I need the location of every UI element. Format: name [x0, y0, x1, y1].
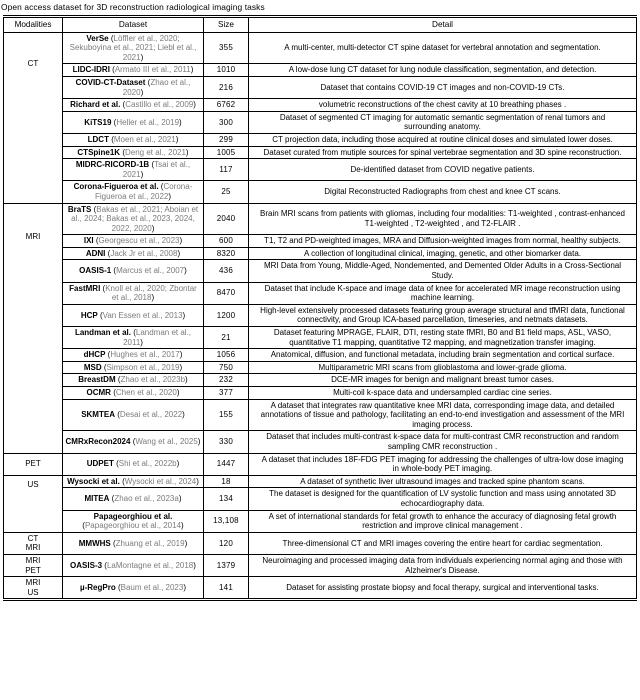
dataset-name: MITEA: [84, 494, 110, 504]
dataset-cell: LIDC-IDRI (Armato III et al., 2011): [63, 64, 204, 77]
dataset-name: VerSe: [86, 33, 109, 43]
size-cell: 300: [204, 111, 249, 133]
modality-label: MRI: [25, 555, 41, 565]
dataset-citation: Moen et al., 2021: [113, 134, 176, 144]
dataset-name: OCMR: [86, 388, 111, 397]
detail-cell: A set of international standards for fetal growth to enhance the accuracy of diagnosing fetal growth restriction and improve clinical management .: [249, 510, 637, 532]
table-row: [4, 488, 637, 510]
header-row: [4, 17, 637, 33]
dataset-citation: Shi et al., 2022b: [118, 459, 177, 469]
dataset-name: KiTS19: [84, 117, 112, 127]
size-cell: 1005: [204, 146, 249, 159]
detail-cell: A dataset that includes 18F-FDG PET imaging for addressing the challenges of ultra-low dose imaging in whole-body PET imaging.: [249, 453, 637, 475]
detail-cell: Dataset featuring MPRAGE, FLAIR, DTI, resting state fMRI, B0 and B1 field maps, ASL, VASO, quantitative T1 mapping, quantitative T2 mapping, and magnetization transfer imaging.: [249, 327, 637, 349]
dataset-citation: Tsai et al., 2021: [122, 160, 191, 179]
detail-cell: MRI Data from Young, Middle-Aged, Nondemented, and Demented Older Adults in a Cross-Sectional Study.: [249, 260, 637, 282]
dataset-citation: Jack Jr et al., 2008: [110, 248, 178, 258]
size-cell: 750: [204, 361, 249, 374]
detail-cell: A collection of longitudinal clinical, imaging, genetic, and other biomarker data.: [249, 247, 637, 260]
table-row: [4, 374, 637, 387]
detail-cell: A dataset that integrates raw quantitative knee MRI data, corresponding image data, and detailed annotations of tissue and pathology, facilitating an end-to-end investigation and assessment of the MRI imaging process.: [249, 399, 637, 431]
size-cell: 299: [204, 133, 249, 146]
dataset-citation: Zhao et al., 2023a: [114, 494, 179, 504]
size-cell: 6762: [204, 99, 249, 112]
modality-label: CT: [27, 533, 39, 543]
dataset-cell: µ-RegPro (Baum et al., 2023): [63, 577, 204, 600]
size-cell: 8470: [204, 282, 249, 304]
dataset-cell: MIDRC-RICORD-1B (Tsai et al., 2021): [63, 159, 204, 181]
modality-label: PET: [25, 565, 41, 575]
size-cell: 1447: [204, 453, 249, 475]
dataset-citation: Corona-Figueroa et al., 2022: [94, 182, 193, 201]
dataset-cell: Landman et al. (Landman et al., 2011): [63, 327, 204, 349]
detail-cell: Dataset that includes multi-contrast k-space data for multi-contrast CMR reconstruction and random sampling CMR reconstruction .: [249, 431, 637, 453]
detail-cell: De-identified dataset from COVID negative patients.: [249, 159, 637, 181]
detail-cell: T1, T2 and PD-weighted images, MRA and Diffusion-weighted images from normal, healthy subjects.: [249, 235, 637, 248]
modality-label: CT: [27, 58, 39, 68]
table-row: [4, 32, 637, 64]
detail-cell: Three-dimensional CT and MRI images covering the entire heart for cardiac segmentation.: [249, 532, 637, 554]
dataset-name: Corona-Figueroa et al.: [73, 182, 159, 192]
dataset-cell: LDCT (Moen et al., 2021): [63, 133, 204, 146]
size-cell: 1056: [204, 349, 249, 362]
detail-cell: Brain MRI scans from patients with gliomas, including four modalities: T1-weighted , contrast-enhanced T1-weighted , T2-weighted , and T2-FLAIR .: [249, 203, 637, 235]
detail-cell: Dataset that include K-space and image data of knee for accelerated MR image reconstruction using machine learning.: [249, 282, 637, 304]
modality-cell: [4, 32, 63, 203]
dataset-name: OASIS-1: [79, 266, 112, 276]
table-header: [4, 17, 637, 33]
column-header-size: Size: [204, 17, 249, 33]
detail-cell: The dataset is designed for the quantification of LV systolic function and mass using annotated 3D echocardiography data.: [249, 488, 637, 510]
detail-cell: Digital Reconstructed Radiographs from chest and knee CT scans.: [249, 181, 637, 203]
dataset-cell: dHCP (Hughes et al., 2017): [63, 349, 204, 362]
dataset-citation: Hughes et al., 2017: [110, 350, 180, 360]
table-row: [4, 510, 637, 532]
dataset-name: CTSpine1K: [77, 147, 121, 157]
modality-cell: [4, 532, 63, 554]
detail-cell: volumetric reconstructions of the chest cavity at 10 breathing phases .: [249, 99, 637, 112]
detail-cell: Dataset that contains COVID-19 CT images and non-COVID-19 CTs.: [249, 76, 637, 98]
modality-label: US: [27, 587, 39, 597]
detail-cell: Dataset of segmented CT imaging for automatic semantic segmentation of renal tumors and surrounding anatomy.: [249, 111, 637, 133]
table-row: [4, 399, 637, 431]
dataset-name: dHCP: [83, 350, 106, 360]
detail-cell: A multi-center, multi-detector CT spine dataset for vertebral annotation and segmentation.: [249, 32, 637, 64]
detail-cell: CT projection data, including those acquired at routine clinical doses and simulated lower doses.: [249, 133, 637, 146]
size-cell: 377: [204, 387, 249, 400]
size-cell: 2040: [204, 203, 249, 235]
dataset-citation: Bakas et al., 2021; Aboian et al., 2024; Bakas et al., 2023, 2024, 2022, 2020: [71, 204, 199, 233]
size-cell: 18: [204, 475, 249, 488]
size-cell: 600: [204, 235, 249, 248]
dataset-name: ADNI: [85, 248, 106, 258]
size-cell: 1379: [204, 554, 249, 576]
detail-cell: Dataset for assisting prostate biopsy and focal therapy, surgical and interventional tasks.: [249, 577, 637, 600]
detail-cell: DCE-MR images for benign and malignant breast tumor cases.: [249, 374, 637, 387]
dataset-cell: BreastDM (Zhao et al., 2023b): [63, 374, 204, 387]
table-row: [4, 111, 637, 133]
table-row: [4, 554, 637, 576]
detail-cell: A low-dose lung CT dataset for lung nodule classification, segmentation, and detection.: [249, 64, 637, 77]
dataset-cell: Wysocki et al. (Wysocki et al., 2024): [63, 475, 204, 488]
datasets-table: [3, 15, 637, 601]
size-cell: 216: [204, 76, 249, 98]
dataset-name: Wysocki et al.: [67, 476, 120, 486]
dataset-citation: Chen et al., 2020: [115, 388, 177, 397]
size-cell: 1010: [204, 64, 249, 77]
table-row: [4, 99, 637, 112]
dataset-cell: IXI (Georgescu et al., 2023): [63, 235, 204, 248]
dataset-cell: CMRxRecon2024 (Wang et al., 2025): [63, 431, 204, 453]
table-row: [4, 159, 637, 181]
modality-label: MRI: [25, 578, 41, 588]
detail-cell: Multiparametric MRI scans from glioblastoma and lower-grade glioma.: [249, 361, 637, 374]
dataset-name: HCP: [80, 310, 98, 320]
size-cell: 8320: [204, 247, 249, 260]
dataset-citation: Simpson et al., 2019: [106, 362, 180, 372]
dataset-citation: Papageorghiou et al., 2014: [84, 521, 182, 531]
dataset-citation: Van Essen et al., 2013: [102, 310, 183, 320]
dataset-cell: KiTS19 (Heller et al., 2019): [63, 111, 204, 133]
detail-cell: High-level extensively processed datasets featuring group average structural and tfMRI data, functional connectivity, and Group ICA-based parcellation, timeseries, and netmats datasets.: [249, 304, 637, 326]
table-row: [4, 577, 637, 600]
dataset-name: CMRxRecon2024: [65, 437, 131, 447]
detail-cell: Multi-coil k-space data and undersampled cardiac cine series.: [249, 387, 637, 400]
table-row: [4, 260, 637, 282]
size-cell: 13,108: [204, 510, 249, 532]
dataset-citation: Zhuang et al., 2019: [115, 538, 185, 548]
dataset-name: Landman et al.: [74, 328, 131, 338]
dataset-name: MMWHS: [78, 538, 111, 548]
dataset-cell: OASIS-1 (Marcus et al., 2007): [63, 260, 204, 282]
dataset-name: BraTS: [67, 204, 92, 214]
table-row: [4, 146, 637, 159]
dataset-citation: Armato III et al., 2011: [114, 65, 191, 75]
table-row: [4, 327, 637, 349]
dataset-citation: Castillo et al., 2009: [125, 100, 194, 110]
size-cell: 155: [204, 399, 249, 431]
dataset-citation: Deng et al., 2021: [124, 147, 186, 157]
dataset-name: FastMRI: [69, 283, 101, 293]
size-cell: 134: [204, 488, 249, 510]
table-row: [4, 282, 637, 304]
dataset-name: IXI: [83, 236, 94, 246]
dataset-name: Richard et al.: [70, 100, 121, 110]
table-row: [4, 247, 637, 260]
dataset-cell: Papageorghiou et al. (Papageorghiou et al., 2014): [63, 510, 204, 532]
table-row: [4, 64, 637, 77]
modality-label: MRI: [25, 231, 41, 241]
table-row: [4, 235, 637, 248]
dataset-name: Papageorghiou et al.: [93, 511, 173, 521]
column-header-dataset: Dataset: [63, 17, 204, 33]
dataset-name: MIDRC-RICORD-1B: [75, 160, 150, 170]
dataset-name: LIDC-IDRI: [72, 65, 110, 75]
size-cell: 355: [204, 32, 249, 64]
size-cell: 141: [204, 577, 249, 600]
column-header-detail: Detail: [249, 17, 637, 33]
modality-cell: [4, 577, 63, 600]
dataset-citation: Wang et al., 2025: [135, 437, 198, 447]
dataset-name: BreastDM: [78, 375, 116, 385]
size-cell: 1200: [204, 304, 249, 326]
size-cell: 330: [204, 431, 249, 453]
dataset-citation: Zhao et al., 2023b: [120, 375, 186, 385]
dataset-name: LDCT: [87, 134, 109, 144]
modality-cell: [4, 203, 63, 453]
dataset-cell: SKMTEA (Desai et al., 2022): [63, 399, 204, 431]
modality-cell: [4, 475, 63, 532]
table-row: [4, 453, 637, 475]
size-cell: 436: [204, 260, 249, 282]
table-row: [4, 76, 637, 98]
dataset-name: SKMTEA: [81, 410, 115, 420]
modality-label: US: [27, 479, 39, 489]
dataset-citation: Desai et al., 2022: [119, 410, 183, 420]
dataset-cell: CTSpine1K (Deng et al., 2021): [63, 146, 204, 159]
size-cell: 25: [204, 181, 249, 203]
modality-label: MRI: [25, 543, 41, 553]
dataset-cell: Corona-Figueroa et al. (Corona-Figueroa et al., 2022): [63, 181, 204, 203]
dataset-name: µ-RegPro: [79, 582, 116, 592]
dataset-cell: MITEA (Zhao et al., 2023a): [63, 488, 204, 510]
modality-cell: [4, 453, 63, 475]
dataset-citation: Löffler et al., 2020; Sekuboyina et al., 2021; Liebl et al., 2021: [69, 33, 197, 62]
dataset-citation: Baum et al., 2023: [120, 582, 184, 592]
dataset-citation: Landman et al., 2011: [123, 328, 192, 347]
dataset-cell: COVID-CT-Dataset (Zhao et al., 2020): [63, 76, 204, 98]
size-cell: 117: [204, 159, 249, 181]
dataset-cell: MSD (Simpson et al., 2019): [63, 361, 204, 374]
dataset-cell: VerSe (Löffler et al., 2020; Sekuboyina et al., 2021; Liebl et al., 2021): [63, 32, 204, 64]
size-cell: 120: [204, 532, 249, 554]
dataset-name: OASIS-3: [70, 560, 103, 570]
size-cell: 232: [204, 374, 249, 387]
table-row: [4, 181, 637, 203]
column-header-modalities: Modalities: [4, 17, 63, 33]
table-row: [4, 349, 637, 362]
dataset-name: UDPET: [86, 459, 114, 469]
dataset-cell: OASIS-3 (LaMontagne et al., 2018): [63, 554, 204, 576]
dataset-cell: FastMRI (Knoll et al., 2020; Zbontar et al., 2018): [63, 282, 204, 304]
dataset-cell: OCMR (Chen et al., 2020): [63, 387, 204, 400]
table-row: [4, 475, 637, 488]
table-body: [4, 32, 637, 600]
table-row: [4, 387, 637, 400]
detail-cell: Neuroimaging and processed imaging data from individuals experiencing normal aging and those with Alzheimer's Disease.: [249, 554, 637, 576]
dataset-citation: Wysocki et al., 2024: [124, 476, 197, 486]
dataset-citation: Marcus et al., 2007: [116, 266, 185, 276]
dataset-name: COVID-CT-Dataset: [75, 77, 146, 87]
table-row: [4, 133, 637, 146]
size-cell: 21: [204, 327, 249, 349]
dataset-name: MSD: [83, 362, 102, 372]
dataset-citation: Zhao et al., 2020: [122, 77, 191, 97]
modality-label: PET: [25, 459, 41, 469]
table-row: [4, 361, 637, 374]
table-row: [4, 304, 637, 326]
modality-cell: [4, 554, 63, 576]
dataset-citation: Georgescu et al., 2023: [98, 236, 180, 246]
detail-cell: Anatomical, diffusion, and functional metadata, including brain segmentation and cortical surface.: [249, 349, 637, 362]
detail-cell: Dataset curated from mutiple sources for spinal vertebrae segmentation and 3D spine reconstruction.: [249, 146, 637, 159]
dataset-citation: LaMontagne et al., 2018: [106, 560, 194, 570]
dataset-cell: ADNI (Jack Jr et al., 2008): [63, 247, 204, 260]
detail-cell: A dataset of synthetic liver ultrasound images and tracked spine phantom scans.: [249, 475, 637, 488]
table-row: [4, 203, 637, 235]
dataset-citation: Knoll et al., 2020; Zbontar et al., 2018: [105, 283, 197, 303]
dataset-cell: Richard et al. (Castillo et al., 2009): [63, 99, 204, 112]
table-caption: Open access dataset for 3D reconstruction radiological imaging tasks: [1, 2, 265, 12]
table-row: [4, 431, 637, 453]
dataset-cell: BraTS (Bakas et al., 2021; Aboian et al., 2024; Bakas et al., 2023, 2024, 2022, 2020): [63, 203, 204, 235]
table-row: [4, 532, 637, 554]
dataset-cell: UDPET (Shi et al., 2022b): [63, 453, 204, 475]
dataset-citation: Heller et al., 2019: [116, 117, 180, 127]
dataset-cell: MMWHS (Zhuang et al., 2019): [63, 532, 204, 554]
dataset-cell: HCP (Van Essen et al., 2013): [63, 304, 204, 326]
